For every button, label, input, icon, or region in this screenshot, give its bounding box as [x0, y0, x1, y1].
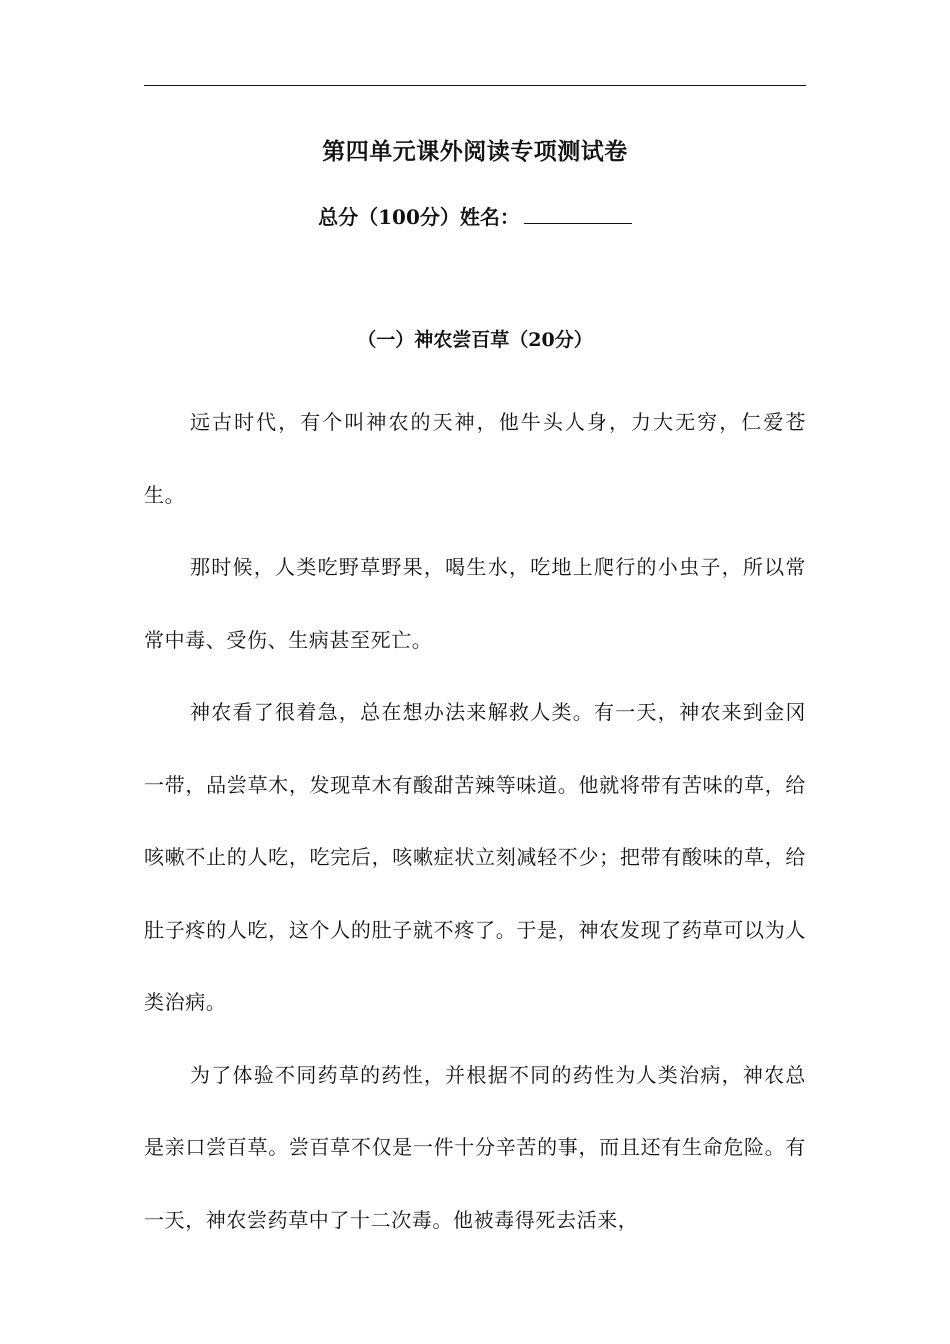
- paragraph: 为了体验不同药草的药性，并根据不同的药性为人类治病，神农总是亲口尝百草。尝百草不仅是一件十分辛苦的事，而且还有生命危险。有一天，神农尝药草中了十二次毒。他被毒得死去活来，: [144, 1062, 806, 1232]
- paragraph: 那时候，人类吃野草野果，喝生水，吃地上爬行的小虫子，所以常常中毒、受伤、生病甚至死亡。: [144, 555, 806, 652]
- reading-passage: [144, 386, 806, 1256]
- name-blank: [524, 201, 632, 224]
- score-name-line: [0, 201, 950, 232]
- page-title: 第四单元课外阅读专项测试卷: [322, 138, 628, 165]
- score-label: 总分（100分）姓名：: [318, 205, 520, 229]
- header-rule: [144, 85, 806, 86]
- paragraph: 神农看了很着急，总在想办法来解救人类。有一天，神农来到金冈一带，品尝草木，发现草木有酸甜苦辣等味道。他就将带有苦味的草，给咳嗽不止的人吃，吃完后，咳嗽症状立刻减轻不少；把带有酸味的草，给肚子疼的人吃，这个人的肚子就不疼了。于是，神农发现了药草可以为人类治病。: [144, 700, 806, 1014]
- section-heading: （一）神农尝百草（20分）: [357, 329, 593, 351]
- paragraph: 远古时代，有个叫神农的天神，他牛头人身，力大无穷，仁爱苍生。: [144, 410, 806, 507]
